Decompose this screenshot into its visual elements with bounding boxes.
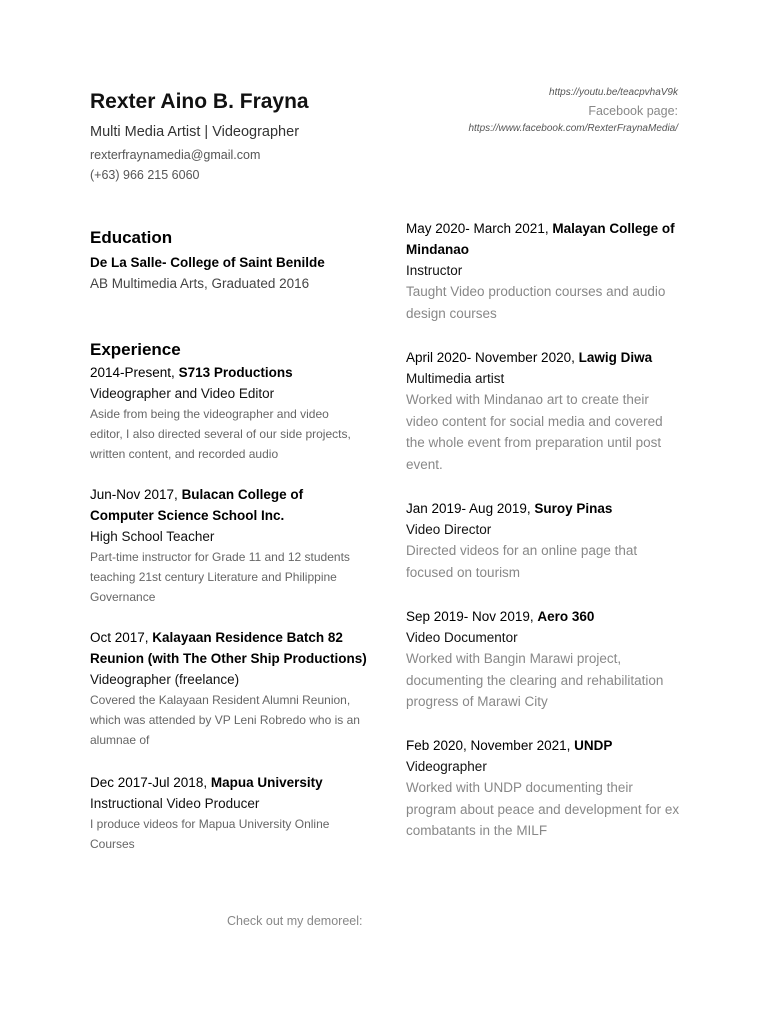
entry-header bbox=[90, 362, 370, 383]
entry-org: Mapua University bbox=[210, 775, 323, 790]
entry-description: Covered the Kalayaan Resident Alumni Reunion, which was attended by VP Leni Robredo who is an alumnae of bbox=[90, 693, 360, 747]
entry-date: Oct 2017, bbox=[90, 630, 153, 645]
entry-date: Jun-Nov 2017, bbox=[90, 487, 182, 502]
entry-date: April 2020- November 2020, bbox=[406, 350, 579, 365]
experience-heading: Experience bbox=[90, 340, 181, 359]
entry-org: S713 Productions bbox=[178, 365, 293, 380]
entry-date: May 2020- March 2021, bbox=[406, 221, 553, 236]
entry-org: Suroy Pinas bbox=[534, 501, 613, 516]
experience-entry bbox=[406, 606, 688, 713]
entry-date: Jan 2019- Aug 2019, bbox=[406, 501, 535, 516]
entry-role: Videographer and Video Editor bbox=[90, 386, 275, 401]
entry-description: Worked with UNDP documenting their program about peace and development for ex combatants in the MILF bbox=[406, 780, 680, 838]
entry-org: Lawig Diwa bbox=[578, 350, 653, 365]
experience-entry bbox=[90, 772, 370, 854]
experience-entry bbox=[406, 735, 688, 842]
entry-description: Directed videos for an online page that focused on tourism bbox=[406, 543, 638, 580]
entry-org: Bulacan College of Computer Science School Inc. bbox=[90, 487, 304, 523]
facebook-label: Facebook page: bbox=[588, 104, 678, 118]
education-degree: AB Multimedia Arts, Graduated 2016 bbox=[90, 276, 310, 291]
entry-description: Worked with Mindanao art to create their video content for social media and covered the whole event from preparation until post event. bbox=[406, 392, 663, 472]
entry-description: Aside from being the videographer and video editor, I also directed several of our side projects, written content, and recorded audio bbox=[90, 407, 351, 461]
experience-entry bbox=[406, 498, 688, 583]
resume-name: Rexter Aino B. Frayna bbox=[90, 90, 309, 113]
demoreel-text: Check out my demoreel: bbox=[227, 914, 363, 928]
entry-header bbox=[90, 627, 370, 669]
resume-tagline: Multi Media Artist | Videographer bbox=[90, 124, 300, 140]
entry-role: Videographer (freelance) bbox=[90, 672, 240, 687]
education-heading: Education bbox=[90, 228, 173, 247]
entry-description: Worked with Bangin Marawi project, documenting the clearing and rehabilitation progress of Marawi City bbox=[406, 651, 664, 709]
entry-date: Dec 2017-Jul 2018, bbox=[90, 775, 211, 790]
phone-text: (+63) 966 215 6060 bbox=[90, 168, 200, 182]
experience-entry bbox=[406, 218, 688, 324]
experience-entry bbox=[90, 362, 370, 464]
entry-header bbox=[406, 218, 688, 260]
experience-entry bbox=[90, 627, 370, 750]
education-school: De La Salle- College of Saint Benilde bbox=[90, 255, 325, 270]
entry-org: Aero 360 bbox=[537, 609, 595, 624]
entry-header bbox=[406, 498, 688, 519]
facebook-link[interactable]: https://www.facebook.com/RexterFraynaMedia/ bbox=[468, 123, 678, 134]
entry-org: Malayan College of Mindanao bbox=[406, 221, 675, 257]
entry-description: Part-time instructor for Grade 11 and 12 students teaching 21st century Literature and Philippine Governance bbox=[90, 550, 350, 604]
entry-role: Instructional Video Producer bbox=[90, 796, 260, 811]
experience-entry bbox=[406, 347, 688, 475]
entry-role: Video Documentor bbox=[406, 630, 518, 645]
entry-role: Videographer bbox=[406, 759, 487, 774]
entry-role: Instructor bbox=[406, 263, 463, 278]
entry-role: Video Director bbox=[406, 522, 492, 537]
entry-header bbox=[406, 606, 688, 627]
entry-header bbox=[90, 484, 320, 526]
entry-org: Kalayaan Residence Batch 82 Reunion (with The Other Ship Productions) bbox=[90, 630, 367, 666]
entry-role: Multimedia artist bbox=[406, 371, 505, 386]
entry-header bbox=[90, 772, 370, 793]
entry-role: High School Teacher bbox=[90, 529, 215, 544]
entry-description: Taught Video production courses and audio design courses bbox=[406, 284, 666, 321]
entry-header bbox=[406, 735, 688, 756]
entry-org: UNDP bbox=[574, 738, 613, 753]
entry-description: I produce videos for Mapua University Online Courses bbox=[90, 817, 330, 851]
entry-date: 2014-Present, bbox=[90, 365, 179, 380]
entry-header bbox=[406, 347, 688, 368]
entry-date: Feb 2020, November 2021, bbox=[406, 738, 575, 753]
entry-date: Sep 2019- Nov 2019, bbox=[406, 609, 538, 624]
youtube-link[interactable]: https://youtu.be/teacpvhaV9k bbox=[549, 87, 678, 98]
email-text[interactable]: rexterfraynamedia@gmail.com bbox=[90, 148, 261, 162]
experience-entry bbox=[90, 484, 370, 607]
